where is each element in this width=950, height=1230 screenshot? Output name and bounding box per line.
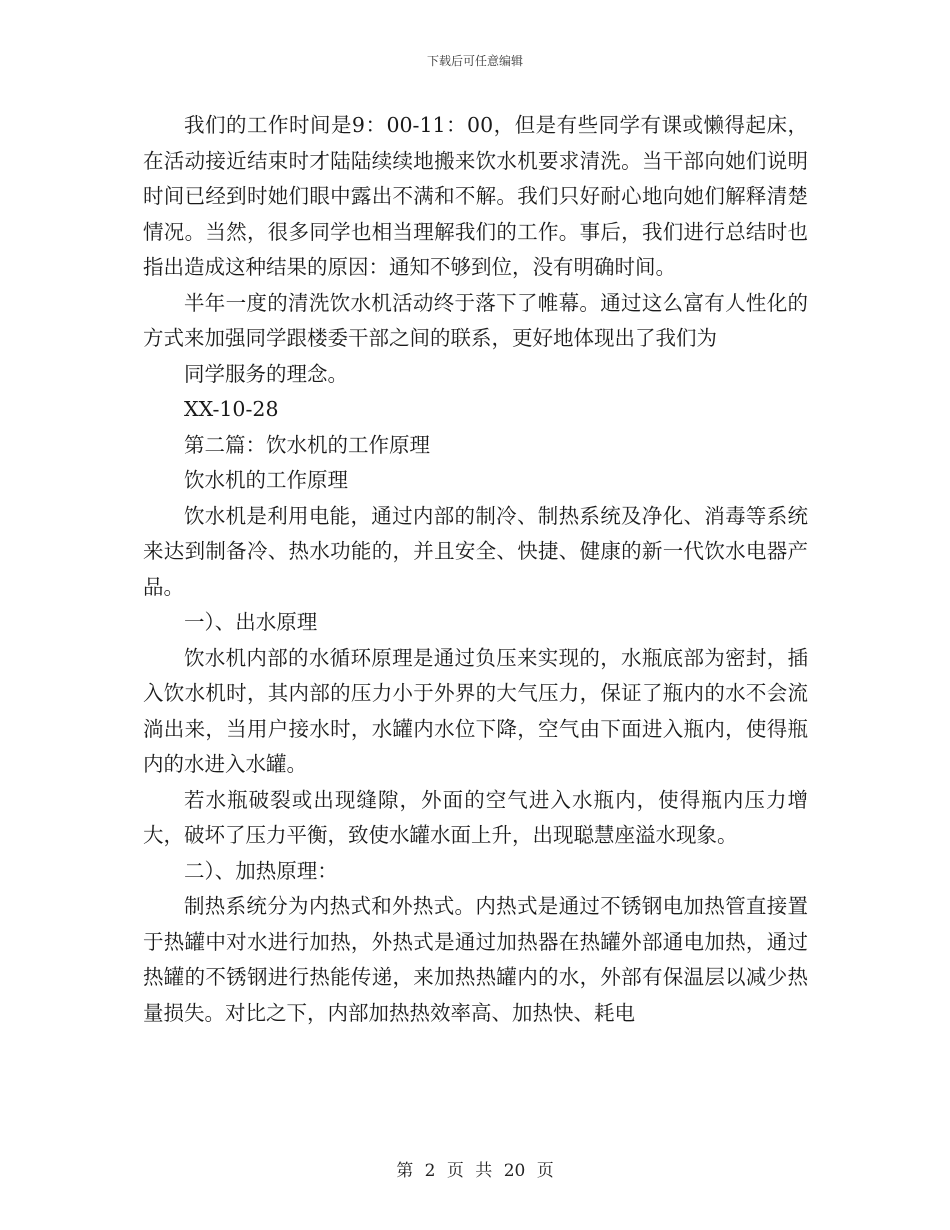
section-heading-second-article: 第二篇：饮水机的工作原理 (184, 432, 430, 457)
paragraph-negative-pressure: 饮水机内部的水循环原理是通过负压来实现的，水瓶底部为密封，插入饮水机时，其内部的压力小于外界的大气压力，保证了瓶内的水不会流淌出来，当用户接水时，水罐内水位下降，空气由下面进入瓶内，使得瓶内的水进入水罐。 (143, 645, 808, 776)
document-body (143, 108, 808, 1031)
paragraph-definition: 饮水机是利用电能，通过内部的制冷、制热系统及净化、消毒等系统来达到制备冷、热水功能的，并且安全、快捷、健康的新一代饮水电器产品。 (143, 503, 808, 599)
subheading-heating: 二）、加热原理： (184, 858, 338, 883)
section-title-working-principle: 饮水机的工作原理 (184, 468, 348, 492)
paragraph-activity-end: 半年一度的清洗饮水机活动终于落下了帷幕。通过这么富有人性化的方式来加强同学跟楼委干部之间的联系，更好地体现出了我们为 (143, 290, 808, 350)
subheading-water-outlet: 一）、出水原理 (184, 610, 318, 634)
page-number-footer: 第 2 页 共 20 页 (396, 1161, 554, 1181)
paragraph-bottle-crack: 若水瓶破裂或出现缝隙，外面的空气进入水瓶内，使得瓶内压力增大，破坏了压力平衡，致使水罐水面上升，出现聪慧座溢水现象。 (143, 787, 808, 847)
paragraph-date: XX-10-28 (184, 397, 279, 421)
paragraph-service-concept: 同学服务的理念。 (184, 361, 348, 386)
paragraph-work-time: 我们的工作时间是9：00-11：00，但是有些同学有课或懒得起床，在活动接近结束时才陆陆续续地搬来饮水机要求清洗。当干部向她们说明时间已经到时她们眼中露出不满和不解。我们只好耐心地向她们解释清楚情况。当然，很多同学也相当理解我们的工作。事后，我们进行总结时也指出造成这种结果的原因：通知不够到位，没有明确时间。 (143, 113, 808, 279)
page-header: 下载后可任意编辑 (426, 54, 523, 68)
paragraph-heating-system: 制热系统分为内热式和外热式。内热式是通过不锈钢电加热管直接置于热罐中对水进行加热，外热式是通过加热器在热罐外部通电加热，通过热罐的不锈钢进行热能传递，来加热热罐内的水，外部有保温层以减少热量损失。对比之下，内部加热热效率高、加热快、耗电 (143, 894, 808, 1025)
